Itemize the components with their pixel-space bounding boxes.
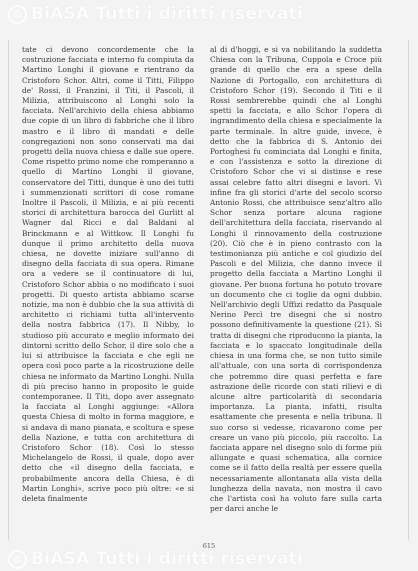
copyright-icon: © — [8, 550, 27, 569]
body-text-right: al di d'hoggi, e si va nobilitando la suddetta Chiesa con la Tribuna, Cuppola e Croce più grande di quello che era a spese della Nazione di Portogallo, con architettura di Cristoforo Schor (19). Secondo il Titi e il Rossi sembrerebbe quindi che al Longhi spetti la facciata, e allo Schor l'opera di ingrandimento della chiesa e specialmente la parte terminale. In altre guide, invece, è detto che la fabbrica di S. Antonio dei Portoghesi fu cominciata dal Longhi e finita, e con l'assistenza e sotto la direzione di Cristoforo Schor che vi si distinse e rese assai celebre fatto altri disegni e lavori. Vi infine fra gli storici d'arte del secolo scorso Antonio Rossi, che attribuisce senz'altro allo Schor senza portare alcuna ragione dell'architettura della facciata, riservando al Longhi il rinnovamento della costruzione (20). Ciò che è in pieno contrasto con la testimonianza più antiche e col giudizio del Pascoli e del Milizia, che danno invece il progetto della facciata a Martino Longhi il giovane. Per buona fortuna ho potuto trovare un documento che ci toglie da ogni dubbio. Nell'archivio degli Uffizi redatto da Pasquale Nerino Percì tre disegni che si nostro possono definitivamente la questione (21). Si tratta di disegni che riproducono la pianta, la facciata e lo spaccato longitudinale della chiesa in una forma che, se non tutto simile all'attuale, con una sorta di corrispondenza che potremmo dire quasi perfetta e fare astrazione delle ricorde con stati rilievi e di alcune altre particolarità di secondaria importanza. La pianta, infatti, risulta esattamente che presenta e nella tribuna. Il suo corso si vedesse, ricavarono come per creare un vano più piccolo, più raccolto. La facciata appare nel disegno solo di forme più allungate e quasi schematica, alla cornice come se il fatto della realtà per essere quella necessariamente allontanata alla vista della lunghezza della navata, non mostra il cavo che l'artista così ha voluto fare sulla carta per darci anche le — [210, 45, 382, 514]
body-text-left: tate ci devono concordemente che la costruzione facciata e interno fu compiuta da Martino Longhi il giovane e rientrano da Cristoforo Schor. Altri, come il Titti, Filippo de' Rossi, il Franzini, il Titi, il Pascoli, il Milizia, attribuiscono al Longhi solo la facciata. Nell'archivio della chiesa abbiamo due copie di un libro di fabbriche che il libro mastro e il libro di mandati e delle congregazioni non sono conservati ma dai progetti della nuova chiesa e dalle sue opere. Come rispetto primo nome che romperanno a quello di Martino Longhi il giovane, conservatore del Titti, dunque è uno dei tutti i summenzionati scrittori di cose romane Inoltre il Pascoli, il Milizia, e ai più recenti storici di architettura barocca del Gurlitt al Wagner dal Ricci e dal Baldani al Brinckmann e al Wittkow. Il Longhi fu dunque il primo architetto della nuova chiesa, ne dovette iniziare sull'anno di disegno della facciata di sua opera. Rimane ora a vedere se il continuatore di lui, Cristoforo Schor abbia o no modificato i suoi progetti. Di questo artista abbiamo scarse notizie, ma non è dubbio che la sua attività di architetto ci richiami tutta all'intervento della nostra fabbrica (17). Il Nibby, lo studioso più accurato e meglio informato dei dintorni scritto dello Schor, il dire solo che a lui si attribuisce la facciata e che egli ne opera così poco parte a la ricostruzione delle chiesa ne informato da Martino Longhi. Nulla di più preciso hanno in proposito le guide contemporanee. Il Titi, dopo aver assegnato la facciata al Longhi aggiunge: «Allora questa Chiesa di molto in forma maggiore, e si andava di mano pianata, e scoltura e spese della Nazione, e tutta con architettura di Cristoforo Schor (18). Così lo stesso Michelangelo de Rossi, il quale, dopo aver detto che «il disegno della facciata, e probabilmente ancora della Chiesa, è di Martin Longhi», scrive poco più oltre: «e si deleta finalmente — [22, 45, 194, 503]
copyright-icon: © — [8, 5, 27, 24]
text-column-left — [22, 45, 194, 535]
watermark-bottom — [0, 547, 418, 571]
text-column-right — [210, 45, 382, 535]
scan-edge-line — [8, 40, 9, 540]
page-number: 615 — [202, 542, 216, 550]
watermark-text: BiASA Tutti i diritti riservati — [31, 549, 303, 569]
watermark-text: BiASA Tutti i diritti riservati — [31, 4, 303, 24]
scan-edge-line — [408, 40, 409, 540]
watermark-top — [0, 0, 418, 28]
